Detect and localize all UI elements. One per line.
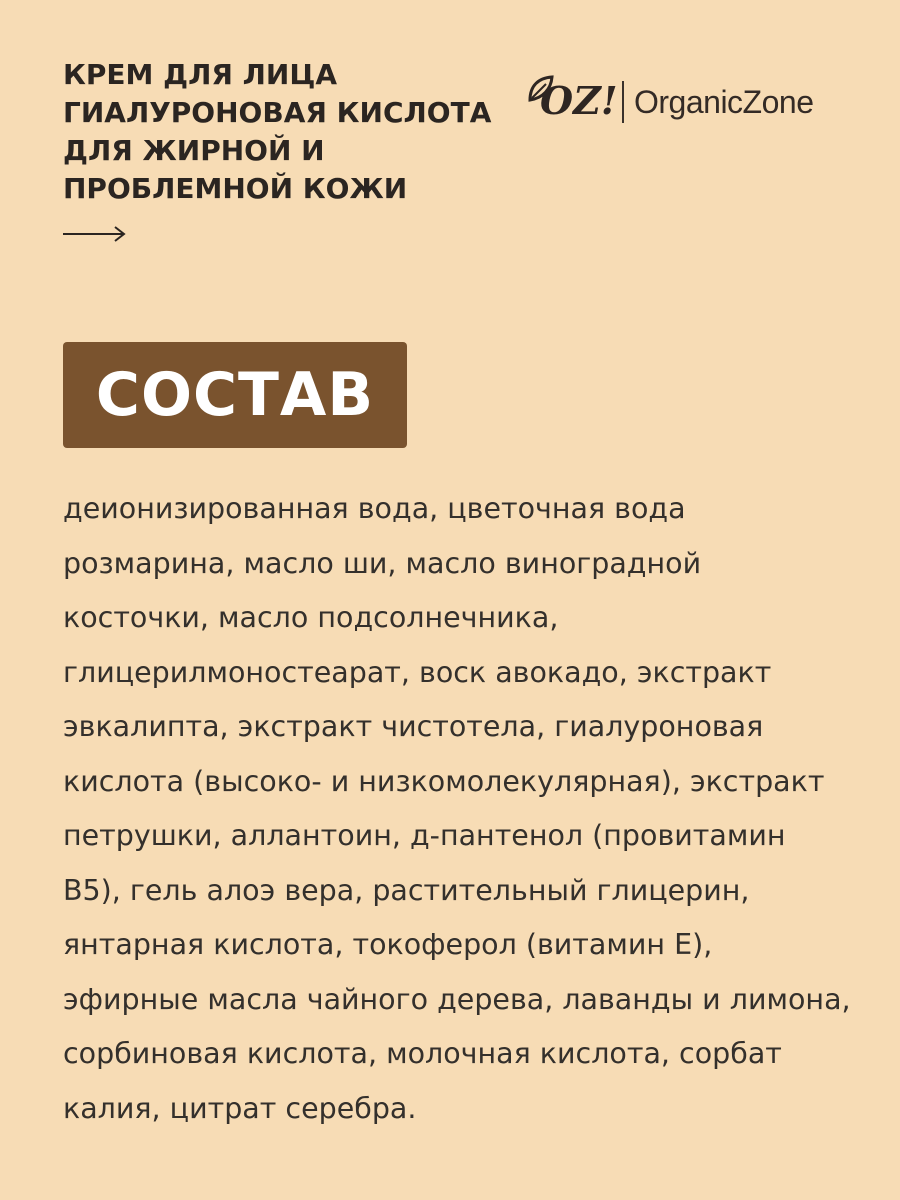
composition-line: калия, цитрат серебра.	[63, 1091, 417, 1125]
logo-brand-name: OrganicZone	[634, 83, 814, 120]
composition-line: эвкалипта, экстракт чистотела, гиалуроновая	[63, 710, 764, 743]
arrow-right-icon	[63, 224, 127, 244]
composition-line: сорбиновая кислота, молочная кислота, сорбат	[63, 1037, 782, 1070]
product-title-line-1: КРЕМ ДЛЯ ЛИЦА	[63, 58, 337, 91]
composition-line: петрушки, аллантоин, д-пантенол (провитамин	[63, 819, 786, 852]
logo-divider	[622, 81, 624, 123]
composition-line: кислота (высоко- и низкомолекулярная), экстракт	[63, 764, 825, 798]
composition-line: косточки, масло подсолнечника,	[63, 601, 559, 634]
composition-line: розмарина, масло ши, масло виноградной	[63, 546, 702, 580]
composition-line: янтарная кислота, токоферол (витамин Е),	[63, 928, 713, 961]
logo-mark	[526, 74, 618, 130]
composition-text	[63, 482, 863, 1136]
composition-line: деионизированная вода, цветочная вода	[63, 492, 686, 525]
product-title-line-3: ДЛЯ ЖИРНОЙ И	[63, 134, 325, 167]
composition-line: В5), гель алоэ вера, растительный глицерин,	[63, 873, 750, 907]
composition-badge-label: СОСТАВ	[95, 360, 375, 430]
composition-line: эфирные масла чайного дерева, лаванды и лимона,	[63, 982, 851, 1016]
composition-line: глицерилмоностеарат, воск авокадо, экстракт	[63, 655, 772, 689]
brand-logo	[526, 74, 813, 130]
logo-oz-text: OZ!	[540, 78, 618, 123]
product-title-line-4: ПРОБЛЕМНОЙ КОЖИ	[63, 172, 408, 205]
product-title	[63, 56, 533, 208]
composition-badge	[63, 342, 407, 448]
product-title-line-2: ГИАЛУРОНОВАЯ КИСЛОТА	[63, 96, 492, 129]
